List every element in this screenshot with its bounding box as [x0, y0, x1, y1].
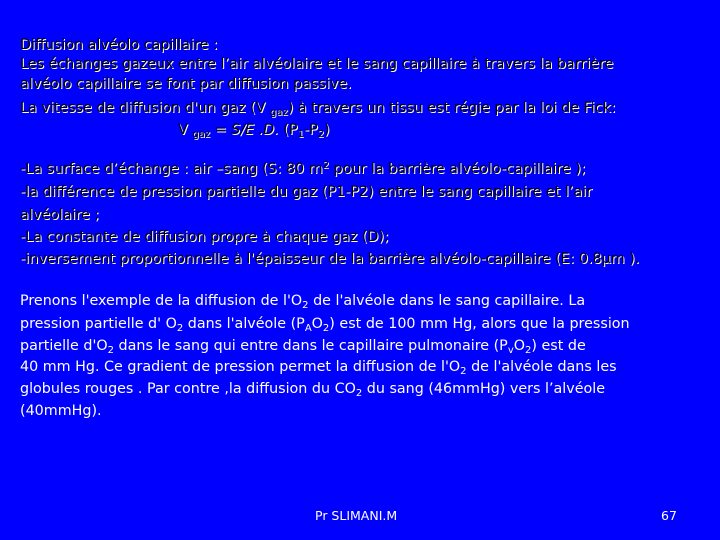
footer-author: Pr SLIMANI.M — [315, 508, 398, 523]
text-line: alvéolo capillaire se font par diffusion passive. — [20, 76, 352, 92]
page-number: 67 — [661, 508, 677, 523]
text-line: La vitesse de diffusion d'un gaz (V $_{gaz}$) à travers un tissu est régie par la loi de Fick: — [20, 100, 616, 118]
text-line: globules rouges . Par contre ,la diffusion du $CO_2$ du sang (46mmHg) vers l’alvéole — [20, 381, 606, 399]
list-item: -la différence de pression partielle du gaz (P1-P2) entre le sang capillaire et l’air — [20, 184, 592, 200]
text-line: Les échanges gazeux entre l’air alvéolaire et le sang capillaire à travers la barrière — [20, 56, 614, 72]
text-line: pression partielle d' $O_2$ dans l'alvéole $(P_AO_2)$ est de 100 mm Hg, alors que la pression — [20, 316, 630, 334]
text-line: partielle $d'O_2$ dans le sang qui entre dans le capillaire pulmonaire $(P_vO_2)$ est de — [20, 338, 586, 356]
text-line: 40 mm Hg. Ce gradient de pression permet la diffusion de $l'O_2$ de l'alvéole dans les — [20, 359, 617, 377]
list-item: -La constante de diffusion propre à chaque gaz (D); — [20, 229, 389, 245]
fick-formula: V $_{gaz}$ = S/E .D. $(P_1-P_2)$ — [178, 122, 330, 140]
text-line: Prenons l'exemple de la diffusion de $l'O_2$ de l'alvéole dans le sang capillaire. La — [20, 293, 586, 311]
list-item: -La surface d’échange : air –sang (S: 80 $m^2$ pour la barrière alvéolo-capillaire ); — [20, 160, 586, 177]
heading-line: Diffusion alvéolo capillaire : — [20, 37, 218, 53]
list-item-continued: alvéolaire ; — [20, 207, 100, 223]
list-item: -inversement proportionnelle à l'épaisseur de la barrière alvéolo-capillaire (E: 0.8µm ). — [20, 251, 640, 267]
text-line: (40mmHg). — [20, 403, 102, 419]
